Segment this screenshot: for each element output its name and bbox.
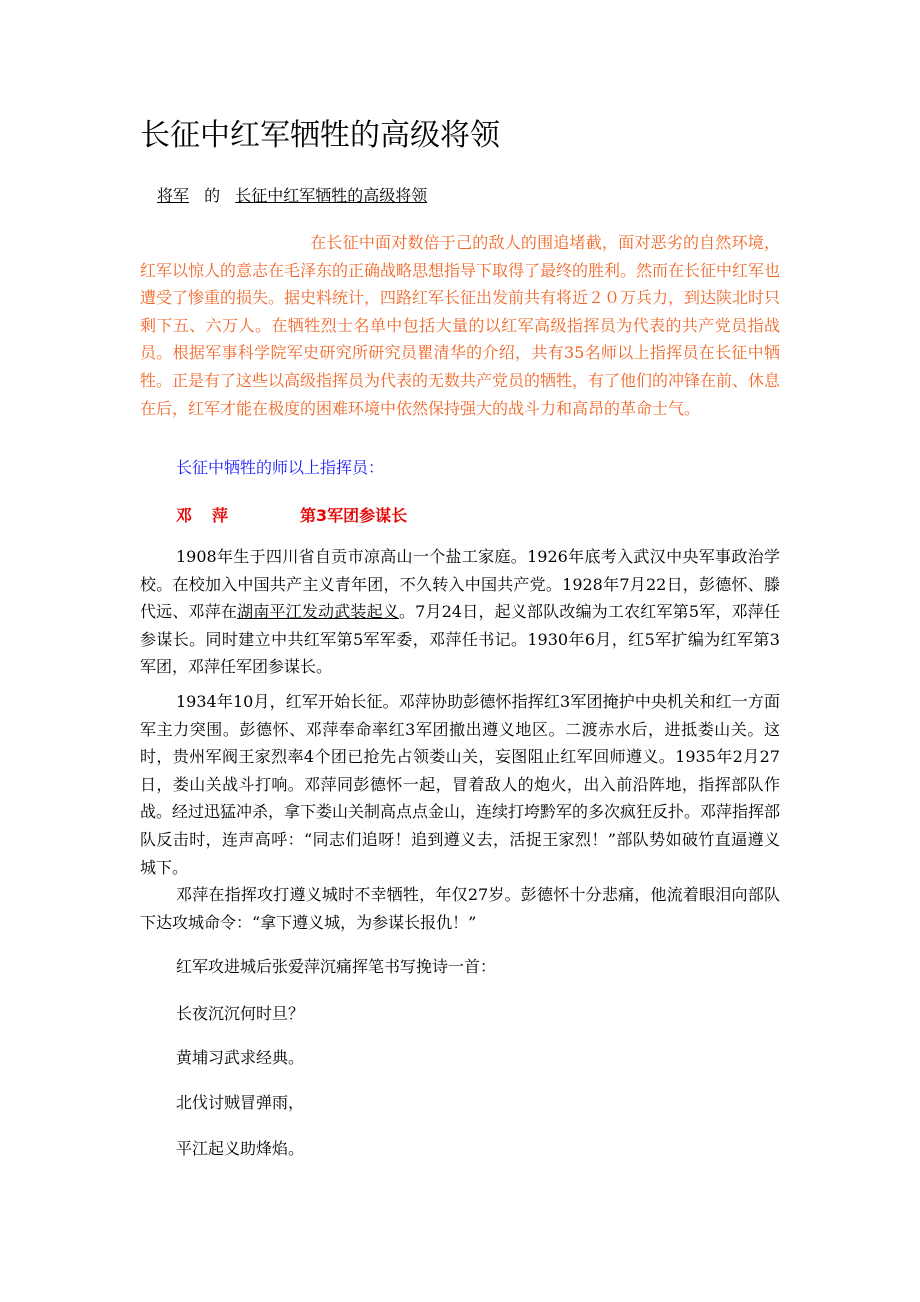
- biography-paragraph-3: 邓萍在指挥攻打遵义城时不幸牺牲，年仅27岁。彭德怀十分悲痛，他流着眼泪向部队下达攻城命令：“拿下遵义城，为参谋长报仇！”: [140, 885, 780, 932]
- person-heading: [176, 504, 407, 528]
- poem-intro: 红军攻进城后张爱萍沉痛挥笔书写挽诗一首：: [176, 957, 497, 976]
- breadcrumb-category-link[interactable]: 将军: [157, 186, 190, 205]
- section-heading: 长征中牺牲的师以上指挥员：: [176, 458, 385, 477]
- poem-line: 平江起义助烽焰。: [176, 1139, 305, 1158]
- poem-line: 黄埔习武求经典。: [176, 1048, 305, 1067]
- poem-line: 长夜沉沉何时旦？: [176, 1004, 305, 1023]
- pingjiang-uprising-link[interactable]: 湖南平江发动武装起义: [237, 602, 399, 622]
- page-title: 长征中红军牺牲的高级将领: [140, 118, 500, 153]
- breadcrumb: [157, 184, 427, 208]
- breadcrumb-separator: 的: [204, 186, 221, 205]
- poem-line: 北伐讨贼冒弹雨，: [176, 1093, 305, 1112]
- biography-paragraph-1: [140, 543, 780, 681]
- intro-paragraph: [140, 229, 780, 422]
- biography-paragraph-2: 1934年10月，红军开始长征。邓萍协助彭德怀指挥红3军团掩护中央机关和红一方面军主力突围。彭德怀、邓萍奉命率红3军团撤出遵义地区。二渡赤水后，进抵娄山关。这时，贵州军阀王家烈率4个团已抢先占领娄山关，妄图阻止红军回师遵义。1935年2月27日，娄山关战斗打响。邓萍同彭德怀一起，冒着敌人的炮火，出入前沿阵地，指挥部队作战。经过迅猛冲杀，拿下娄山关制高点点金山，连续打垮黔军的多次疯狂反扑。邓萍指挥部队反击时，连声高呼：“同志们追呀！追到遵义去，活捉王家烈！”部队势如破竹直逼遵义城下。: [140, 692, 781, 877]
- person-name: 邓 萍: [176, 506, 231, 525]
- person-position: 第3军团参谋长: [300, 506, 408, 525]
- intro-text: 在长征中面对数倍于己的敌人的围追堵截，面对恶劣的自然环境，红军以惊人的意志在毛泽东的正确战略思想指导下取得了最终的胜利。然而在长征中红军也遭受了惨重的损失。据史料统计，四路红军长征出发前共有将近２０万兵力，到达陕北时只剩下五、六万人。在牺牲烈士名单中包括大量的以红军高级指挥员为代表的共产党员指战员。根据军事科学院军史研究所研究员瞿清华的介绍，共有35名师以上指挥员在长征中牺牲。正是有了这些以高级指挥员为代表的无数共产党员的牺牲，有了他们的冲锋在前、休息在后，红军才能在极度的困难环境中依然保持强大的战斗力和高昂的革命士气。: [140, 233, 781, 418]
- paragraph1-before-link: 1908年生于四川省自贡市凉高山一个盐工家庭。1926年底考入武汉中央军事政治学校。在校加入中国共产主义青年团，不久转入中国共产党。1928年7月22日，彭德怀、滕代远、邓萍在: [140, 547, 780, 622]
- paragraph1-after-link: 。7月24日，起义部队改编为工农红军第5军，邓萍任参谋长。同时建立中共红军第5军军委，邓萍任书记。1930年6月，红5军扩编为红军第3军团，邓萍任军团参谋长。: [140, 602, 780, 677]
- breadcrumb-article-link[interactable]: 长征中红军牺牲的高级将领: [235, 186, 428, 205]
